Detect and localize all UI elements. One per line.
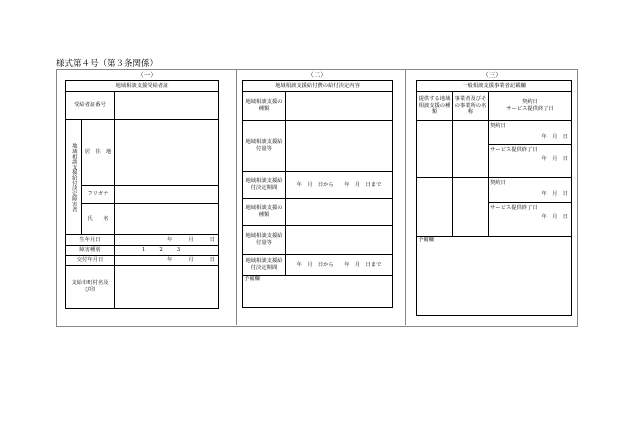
decision-header: 地域相談支援給付費の給付決定内容 (243, 81, 393, 92)
benefit-amount-value-1 (286, 121, 393, 172)
benefit-amount-label-1: 地域相談支援給付量等 (243, 121, 286, 172)
decision-period-value-2: 年 月 日から 年 月 日まで (286, 255, 393, 276)
service-end-block-1 (489, 144, 571, 162)
name-value (115, 204, 219, 235)
recipient-number-label: 受給者証番号 (66, 92, 115, 120)
section-label-2: （二） (307, 71, 327, 79)
contract-date-label-2: 契約日 (490, 180, 506, 186)
notes-label-3: 予備欄 (418, 237, 434, 243)
decision-person-cell (66, 120, 82, 235)
provider-header: 一般相談支援事業者記載欄 (417, 81, 572, 92)
service-type-value-2 (286, 199, 393, 226)
furigana-value (115, 186, 219, 204)
disability-option-2: 2 (159, 247, 163, 254)
benefit-amount-label-2: 地域相談支援給付量等 (243, 226, 286, 255)
benefit-amount-value-2 (286, 226, 393, 255)
decision-period-value-1: 年 月 日から 年 月 日まで (286, 172, 393, 199)
notes-area-3 (417, 237, 572, 316)
provider-name-value-1 (453, 121, 489, 178)
provided-service-value-1 (417, 121, 453, 178)
contract-header-cell (489, 92, 572, 121)
form-number-title: 様式第４号（第３条関係） (56, 59, 159, 69)
service-type-label-2: 地域相談支援の種類 (243, 199, 286, 226)
certificate-header: 地域相談支援受給者証 (66, 81, 219, 92)
service-end-ymd-1: 年 月 日 (541, 155, 569, 162)
service-end-header: サービス提供終了日 (506, 106, 554, 112)
contract-date-ymd-2: 年 月 日 (541, 190, 569, 197)
contract-date-ymd-1: 年 月 日 (541, 133, 569, 140)
contract-date-label-1: 契約日 (490, 123, 506, 129)
issue-date-value (115, 256, 219, 266)
issue-month: 月 (188, 257, 194, 264)
issue-year: 年 (167, 257, 173, 264)
municipality-label: 支給市町村名及び印 (66, 266, 115, 309)
section-label-3: （三） (482, 71, 502, 79)
issue-date-label: 交付年月日 (66, 256, 115, 266)
decision-period-label-1: 地域相談支援給付決定期間 (243, 172, 286, 199)
birth-date-label: 生年月日 (66, 235, 115, 246)
birth-year: 年 (167, 236, 173, 243)
provider-name-value-2 (453, 178, 489, 237)
disability-type-label: 障害種別 (66, 246, 115, 256)
service-end-label-1: サービス提供終了日 (490, 147, 538, 154)
panel-divider-1 (236, 69, 237, 325)
service-type-value-1 (286, 92, 393, 121)
decision-table (242, 80, 393, 308)
birth-month: 月 (188, 236, 194, 243)
notes-area-2 (243, 276, 393, 308)
service-end-block-2 (489, 202, 571, 220)
decision-person-label: 地域相談支援給付決定障害者 (70, 142, 77, 212)
service-type-label-1: 地域相談支援の種類 (243, 92, 286, 121)
disability-option-1: 1 (142, 247, 146, 254)
contract-cell-2 (489, 178, 572, 237)
provided-service-type-label: 提供する地域相談支援の種類 (417, 92, 453, 121)
municipality-seal-area (115, 266, 219, 309)
decision-period-label-2: 地域相談支援給付決定期間 (243, 255, 286, 276)
notes-label-2: 予備欄 (244, 276, 260, 282)
service-end-ymd-2: 年 月 日 (541, 213, 569, 220)
address-value (115, 120, 219, 186)
birth-date-value (115, 235, 219, 246)
panel-divider-2 (405, 69, 406, 325)
disability-option-3: 3 (176, 247, 181, 254)
issue-day: 日 (209, 257, 216, 264)
furigana-label: フリガナ (82, 186, 115, 204)
address-label: 居 住 地 (82, 120, 115, 186)
service-end-label-2: サービス提供終了日 (490, 205, 538, 212)
certificate-table (65, 80, 219, 309)
contract-cell-1 (489, 121, 572, 178)
provider-name-label: 事業者及びその事業所の名称 (453, 92, 489, 121)
provided-service-value-2 (417, 178, 453, 237)
disability-type-options (115, 246, 219, 256)
provider-table (416, 80, 572, 316)
section-label-1: （一） (137, 71, 157, 79)
birth-day: 日 (209, 236, 216, 243)
contract-date-header: 契約日 (522, 99, 538, 106)
recipient-number-value (115, 92, 219, 120)
name-label: 氏 名 (82, 204, 115, 235)
